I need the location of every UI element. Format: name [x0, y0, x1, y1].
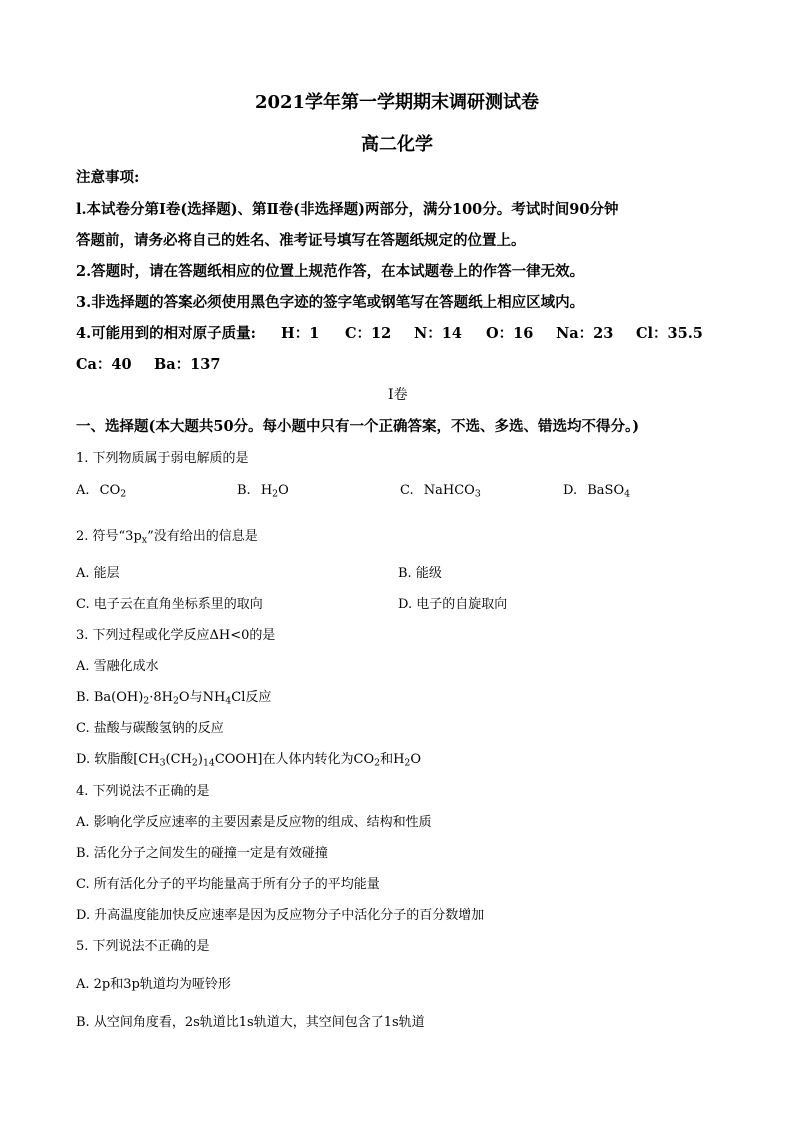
question-1-option-c: C. NaHCO$_3$ — [400, 483, 481, 500]
mass-c: C：12 — [345, 325, 392, 342]
question-1-option-a: A. $CO_2$ — [76, 483, 127, 500]
mass-h: H：1 — [281, 325, 320, 342]
note-item-3: 3.非选择题的答案必须使用黑色字迹的签字笔或钢笔写在答题纸上相应区域内。 — [76, 294, 585, 311]
mass-n: N：14 — [414, 325, 462, 342]
mass-na: Na：23 — [556, 325, 614, 342]
mass-o: O：16 — [486, 325, 534, 342]
question-3-option-c: C. 盐酸与碳酸氢钠的反应 — [76, 721, 224, 736]
question-4-option-a: A. 影响化学反应速率的主要因素是反应物的组成、结构和性质 — [76, 815, 432, 830]
question-3-stem: 3. 下列过程或化学反应ΔH<0的是 — [76, 628, 276, 643]
mass-ba: Ba：137 — [154, 356, 221, 373]
question-4-option-b: B. 活化分子之间发生的碰撞一定是有效碰撞 — [76, 846, 328, 861]
note-item-4: 4.可能用到的相对原子质量: — [76, 325, 256, 342]
exam-title: 2021学年第一学期期末调研测试卷 — [254, 92, 540, 113]
question-5-option-a: A. 2p和3p轨道均为哑铃形 — [76, 977, 231, 992]
note-item-1: l.本试卷分第Ⅰ卷(选择题)、第Ⅱ卷(非选择题)两部分，满分100分。考试时间90分钟 — [76, 201, 619, 218]
question-2-option-c: C. 电子云在直角坐标系里的取向 — [76, 597, 263, 612]
question-1-option-d: D. BaSO$_4$ — [563, 483, 631, 500]
question-3-option-b: B. $Ba(OH)_2\cdot 8H_2O$与$NH_4Cl$反应 — [76, 690, 272, 707]
notes-heading: 注意事项: — [76, 169, 140, 186]
question-3-option-d: D. 软脂酸$[CH_3(CH_2)_{14}COOH]$在人体内转化为$CO_2$和$H_2O$ — [76, 752, 422, 769]
question-5-stem: 5. 下列说法不正确的是 — [76, 939, 210, 954]
section-heading: 一、选择题(本大题共50分。每小题中只有一个正确答案，不选、多选、错选均不得分。) — [76, 418, 640, 435]
mass-cl: Cl：35.5 — [636, 325, 703, 342]
question-2-stem: 2. 符号“$3p_x$”没有给出的信息是 — [76, 529, 258, 546]
question-1-option-b: B. $H_2O$ — [237, 483, 289, 500]
volume-label: Ⅰ卷 — [388, 387, 408, 403]
question-4-stem: 4. 下列说法不正确的是 — [76, 784, 210, 799]
question-4-option-d: D. 升高温度能加快反应速率是因为反应物分子中活化分子的百分数增加 — [76, 908, 485, 923]
question-2-option-b: B. 能级 — [398, 566, 442, 581]
question-2-option-a: A. 能层 — [76, 566, 120, 581]
mass-ca: Ca：40 — [76, 356, 132, 373]
question-1-stem: 1. 下列物质属于弱电解质的是 — [76, 451, 249, 466]
question-3-option-a: A. 雪融化成水 — [76, 659, 159, 674]
question-5-option-b: B. 从空间角度看，2s轨道比1s轨道大，其空间包含了1s轨道 — [76, 1015, 425, 1030]
note-item-2: 2.答题时，请在答题纸相应的位置上规范作答，在本试题卷上的作答一律无效。 — [76, 263, 585, 280]
question-2-option-d: D. 电子的自旋取向 — [398, 597, 508, 612]
question-4-option-c: C. 所有活化分子的平均能量高于所有分子的平均能量 — [76, 877, 380, 892]
exam-subject: 高二化学 — [361, 134, 433, 155]
note-item-1-cont: 答题前，请务必将自己的姓名、准考证号填写在答题纸规定的位置上。 — [76, 232, 526, 249]
